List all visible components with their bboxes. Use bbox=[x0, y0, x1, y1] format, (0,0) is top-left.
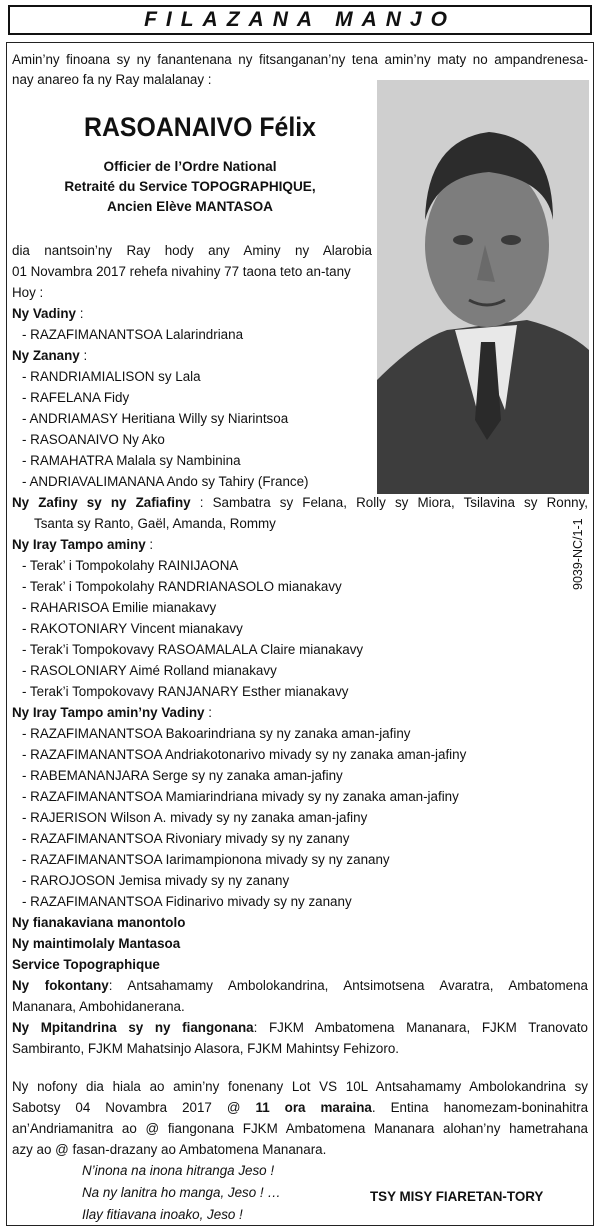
iray-vadiny-item: - RAZAFIMANANTSOA Rivoniary mivady sy ny zanany bbox=[22, 831, 350, 846]
funeral-line-4: azy ao @ fasan-drazany ao Ambatomena Mananara. bbox=[12, 1142, 327, 1157]
iray-item: - Terak’i Tompokovavy RANJANARY Esther mianakavy bbox=[22, 684, 349, 699]
verse-line-2: Na ny lanitra ho manga, Jeso ! … bbox=[82, 1185, 281, 1200]
deceased-photo bbox=[377, 80, 589, 494]
zanany-item: - RASOANAIVO Ny Ako bbox=[22, 432, 165, 447]
service-line: Service Topographique bbox=[12, 957, 160, 972]
iray-vadiny-item: - RABEMANANJARA Serge sy ny zanaka aman-jafiny bbox=[22, 768, 343, 783]
death-line-1: dia nantsoin’ny Ray hody any Aminy ny Alarobia bbox=[12, 243, 372, 258]
fokontany-line-1: Ny fokontany: Antsahamamy Ambolokandrina, Antsimotsena Avaratra, Ambatomena bbox=[12, 978, 588, 993]
iray-vadiny-item: - RAZAFIMANANTSOA Bakoarindriana sy ny zanaka aman-jafiny bbox=[22, 726, 411, 741]
iray-vadiny-item: - RAJERISON Wilson A. mivady sy ny zanaka aman-jafiny bbox=[22, 810, 368, 825]
iray-vadiny-item: - RAZAFIMANANTSOA Mamiarindriana mivady sy ny zanaka aman-jafiny bbox=[22, 789, 459, 804]
page-header: FILAZANA MANJO bbox=[8, 5, 592, 35]
reference-code: 9039-NC/1-1 bbox=[571, 518, 585, 590]
funeral-line-3: an’Andriamanitra ao @ fiangonana FJKM Ambatomena Mananara alohan’ny hametrahana bbox=[12, 1121, 588, 1136]
funeral-line-1: Ny nofony dia hiala ao amin’ny fonenany Lot VS 10L Antsahamamy Ambolokandrina sy bbox=[12, 1079, 588, 1094]
verse-line-3: Ilay fitiavana inoako, Jeso ! bbox=[82, 1207, 243, 1222]
title-line-1: Officier de l’Ordre National bbox=[103, 159, 277, 174]
iray-heading: Ny Iray Tampo aminy : bbox=[12, 537, 154, 552]
deceased-name: RASOANAIVO Félix bbox=[84, 112, 316, 142]
verse-line-1: N’inona na inona hitranga Jeso ! bbox=[82, 1163, 275, 1178]
intro-line-2: nay anareo fa ny Ray malalanay : bbox=[12, 72, 212, 87]
vadiny-heading: Ny Vadiny : bbox=[12, 306, 84, 321]
mantasoa-line: Ny maintimolaly Mantasoa bbox=[12, 936, 181, 951]
title-line-3: Ancien Elève MANTASOA bbox=[107, 199, 273, 214]
zanany-item: - RAFELANA Fidy bbox=[22, 390, 130, 405]
zanany-heading: Ny Zanany : bbox=[12, 348, 88, 363]
no-flowers-notice: TSY MISY FIARETAN-TORY bbox=[370, 1189, 544, 1204]
iray-vadiny-item: - RAROJOSON Jemisa mivady sy ny zanany bbox=[22, 873, 290, 888]
zanany-item: - RAMAHATRA Malala sy Nambinina bbox=[22, 453, 241, 468]
intro-line-1: Amin’ny finoana sy ny fanantenana ny fitsanganan’ny tena amin’ny maty no ampandrenesa- bbox=[12, 52, 588, 67]
zafiny-line-2: Tsanta sy Ranto, Gaël, Amanda, Rommy bbox=[34, 516, 276, 531]
portrait-illustration bbox=[377, 80, 589, 494]
iray-item: - Terak’ i Tompokolahy RANDRIANASOLO mianakavy bbox=[22, 579, 342, 594]
death-line-2: 01 Novambra 2017 rehefa nivahiny 77 taona teto an-tany bbox=[12, 264, 351, 279]
iray-vadiny-item: - RAZAFIMANANTSOA Fidinarivo mivady sy ny zanany bbox=[22, 894, 352, 909]
iray-item: - Terak’i Tompokovavy RASOAMALALA Claire mianakavy bbox=[22, 642, 364, 657]
fokontany-line-2: Mananara, Ambohidanerana. bbox=[12, 999, 185, 1014]
iray-item: - RAKOTONIARY Vincent mianakavy bbox=[22, 621, 243, 636]
title-line-2: Retraité du Service TOPOGRAPHIQUE, bbox=[64, 179, 316, 194]
iray-vadiny-item: - RAZAFIMANANTSOA Iarimampionona mivady sy ny zanany bbox=[22, 852, 390, 867]
death-line-3: Hoy : bbox=[12, 285, 44, 300]
iray-item: - RAHARISOA Emilie mianakavy bbox=[22, 600, 217, 615]
zafiny-line-1: Ny Zafiny sy ny Zafiafiny : Sambatra sy Felana, Rolly sy Miora, Tsilavina sy Ronny, bbox=[12, 495, 589, 510]
iray-item: - RASOLONIARY Aimé Rolland mianakavy bbox=[22, 663, 277, 678]
zanany-item: - ANDRIAVALIMANANA Ando sy Tahiry (France) bbox=[22, 474, 309, 489]
funeral-line-2: Sabotsy 04 Novambra 2017 @ 11 ora maraina. Entina hanomezam-boninahitra bbox=[12, 1100, 589, 1115]
mpitandrina-line-2: Sambiranto, FJKM Mahatsinjo Alasora, FJKM Mahintsy Fehizoro. bbox=[12, 1041, 399, 1056]
iray-vadiny-item: - RAZAFIMANANTSOA Andriakotonarivo mivady sy ny zanaka aman-jafiny bbox=[22, 747, 467, 762]
family-line: Ny fianakaviana manontolo bbox=[12, 915, 186, 930]
zanany-item: - RANDRIAMIALISON sy Lala bbox=[22, 369, 201, 384]
iray-item: - Terak’ i Tompokolahy RAINIJAONA bbox=[22, 558, 239, 573]
iray-vadiny-heading: Ny Iray Tampo amin’ny Vadiny : bbox=[12, 705, 212, 720]
vadiny-item: - RAZAFIMANANTSOA Lalarindriana bbox=[22, 327, 244, 342]
zanany-item: - ANDRIAMASY Heritiana Willy sy Niarintsoa bbox=[22, 411, 289, 426]
mpitandrina-line-1: Ny Mpitandrina sy ny fiangonana: FJKM Ambatomena Mananara, FJKM Tranovato bbox=[12, 1020, 588, 1035]
